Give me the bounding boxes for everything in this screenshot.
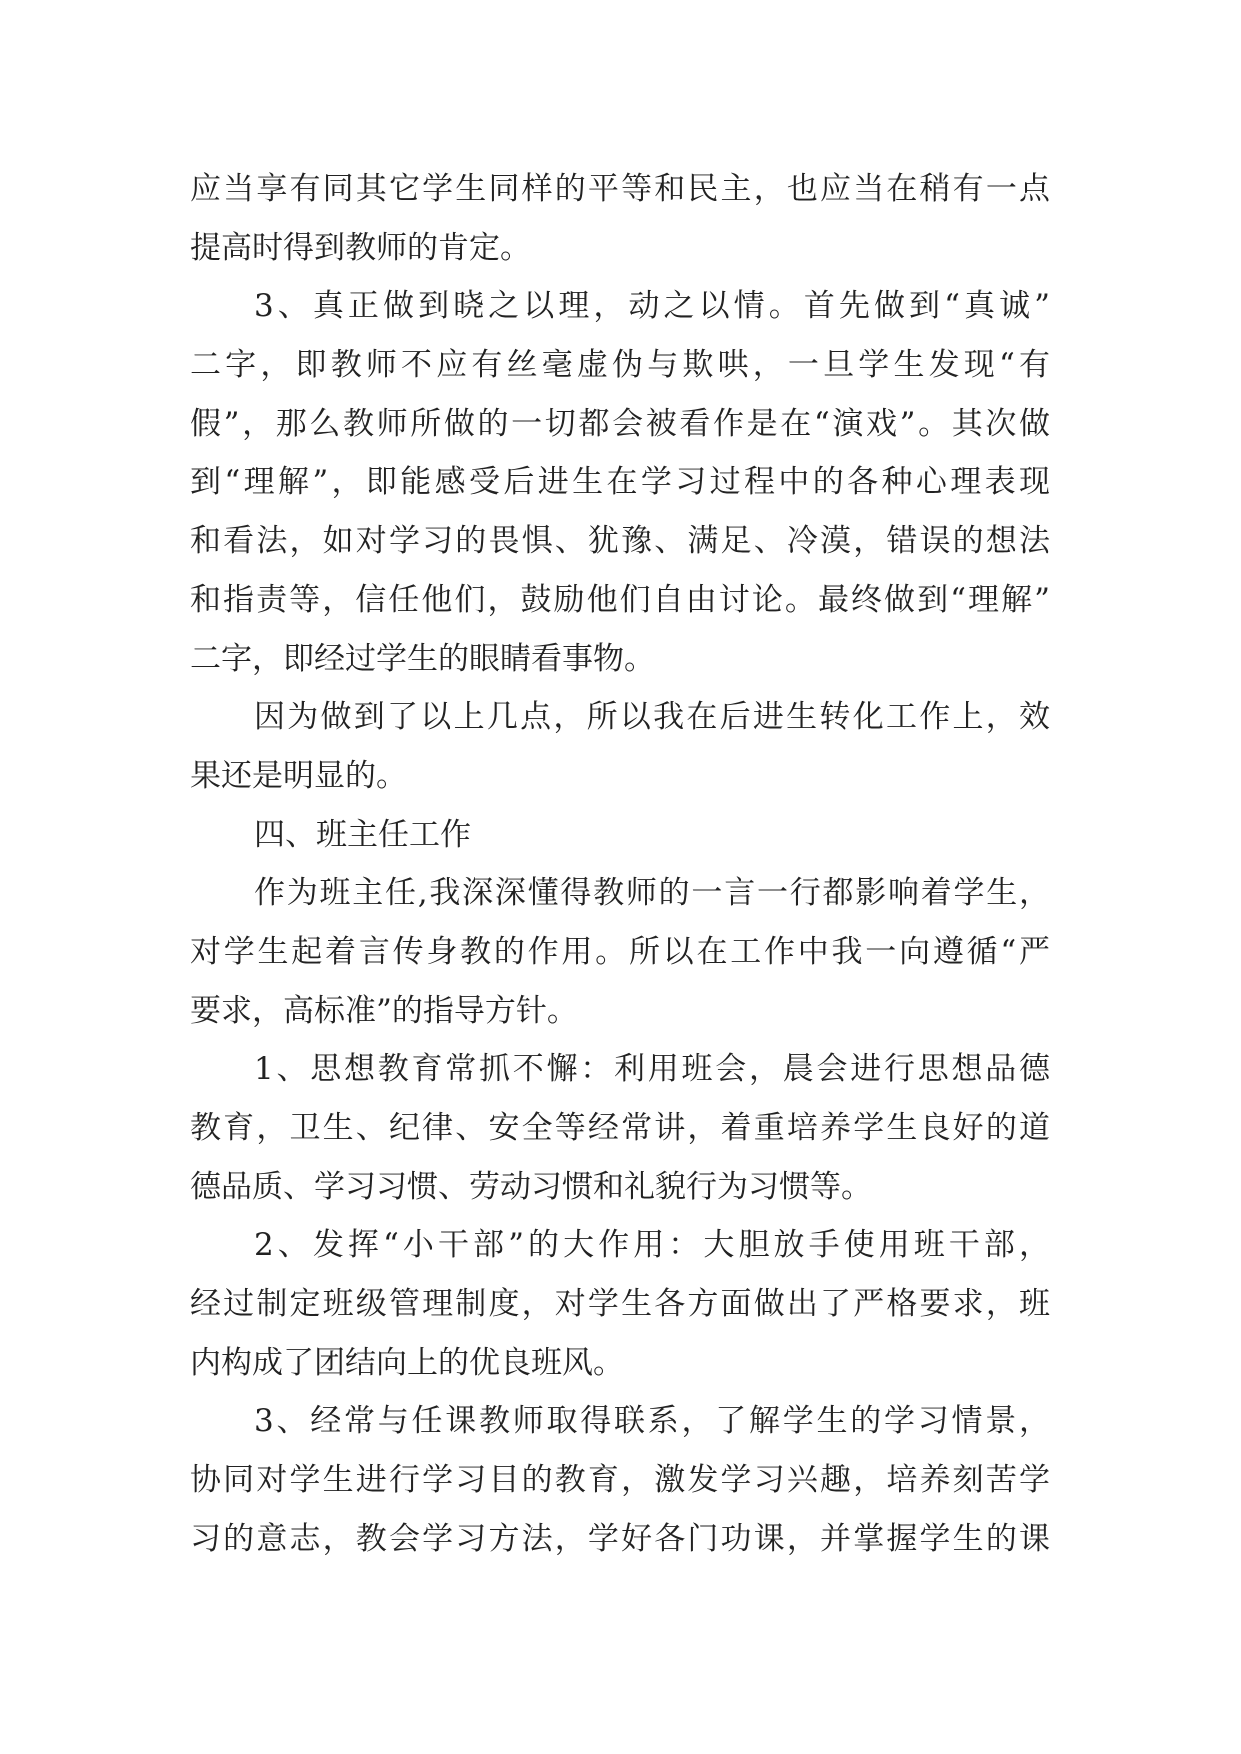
text-line: 要求，高标准”的指导方针。 xyxy=(190,992,578,1029)
text-line: 2、发挥“小干部”的大作用：大胆放手使用班干部， xyxy=(254,1227,1050,1264)
text-line: 作为班主任,我深深懂得教师的一言一行都影响着学生， xyxy=(254,875,1050,912)
text-line: 应当享有同其它学生同样的平等和民主，也应当在稍有一点 xyxy=(190,171,1050,207)
text-line: 假”，那么教师所做的一切都会被看作是在“演戏”。其次做 xyxy=(190,405,1050,442)
text-line: 提高时得到教师的肯定。 xyxy=(190,229,531,266)
text-line: 经过制定班级管理制度，对学生各方面做出了严格要求，班 xyxy=(190,1286,1050,1323)
text-line: 和指责等，信任他们，鼓励他们自由讨论。最终做到“理解” xyxy=(190,581,1050,618)
text-line: 四、班主任工作 xyxy=(254,816,471,853)
text-line: 到“理解”，即能感受后进生在学习过程中的各种心理表现 xyxy=(190,464,1050,501)
text-line: 二字，即教师不应有丝毫虚伪与欺哄，一旦学生发现“有 xyxy=(190,347,1050,384)
text-line: 内构成了团结向上的优良班风。 xyxy=(190,1344,624,1381)
text-line: 因为做到了以上几点，所以我在后进生转化工作上，效 xyxy=(254,699,1050,736)
text-line: 1、思想教育常抓不懈：利用班会，晨会进行思想品德 xyxy=(254,1051,1050,1088)
text-line: 习的意志，教会学习方法，学好各门功课，并掌握学生的课 xyxy=(190,1520,1050,1557)
text-line: 协同对学生进行学习目的教育，激发学习兴趣，培养刻苦学 xyxy=(190,1462,1050,1499)
text-line: 二字，即经过学生的眼睛看事物。 xyxy=(190,640,655,677)
text-line: 3、经常与任课教师取得联系，了解学生的学习情景， xyxy=(254,1403,1050,1440)
text-line: 3、真正做到晓之以理，动之以情。首先做到“真诚” xyxy=(254,288,1050,325)
text-line: 果还是明显的。 xyxy=(190,757,407,794)
text-line: 和看法，如对学习的畏惧、犹豫、满足、冷漠，错误的想法 xyxy=(190,523,1050,560)
document-body xyxy=(190,160,1050,1569)
text-line: 对学生起着言传身教的作用。所以在工作中我一向遵循“严 xyxy=(190,933,1050,970)
text-line: 德品质、学习习惯、劳动习惯和礼貌行为习惯等。 xyxy=(190,1168,872,1205)
text-line: 教育，卫生、纪律、安全等经常讲，着重培养学生良好的道 xyxy=(190,1110,1050,1146)
